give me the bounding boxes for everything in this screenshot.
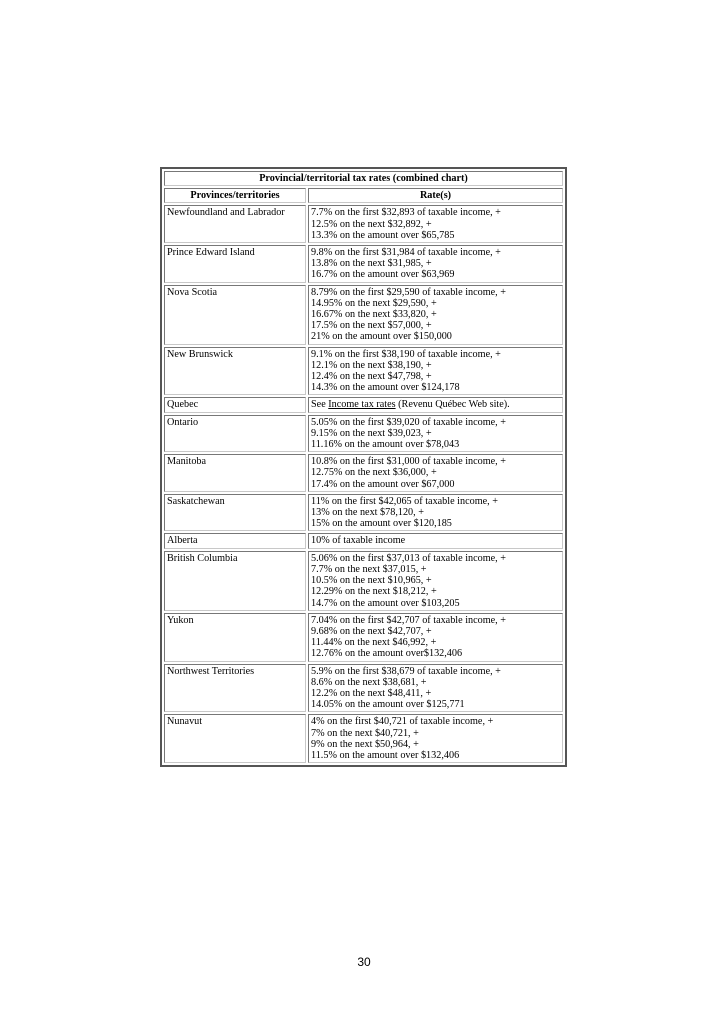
rates-cell: [308, 397, 563, 412]
header-provinces: Provinces/territories: [164, 188, 306, 203]
rates-cell: [308, 205, 563, 243]
rate-line: 9.68% on the next $42,707, +: [311, 625, 432, 637]
table-row: [164, 347, 563, 396]
table-header-row: [164, 188, 563, 203]
table-row: [164, 664, 563, 713]
rate-line: 21% on the amount over $150,000: [311, 331, 452, 343]
province-cell: Saskatchewan: [164, 494, 306, 532]
rate-line: 11.5% on the amount over $132,406: [311, 749, 460, 761]
rate-line: 14.95% on the next $29,590, +: [311, 297, 437, 309]
rate-line: 15% on the amount over $120,185: [311, 518, 452, 530]
rates-cell: [308, 347, 563, 396]
rates-cell: [308, 714, 563, 763]
rate-line: 12.29% on the next $18,212, +: [311, 586, 437, 598]
rates-cell: [308, 454, 563, 492]
rate-line: 17.5% on the next $57,000, +: [311, 320, 432, 332]
rate-line: 11.44% on the next $46,992, +: [311, 637, 437, 649]
rates-cell: [308, 415, 563, 453]
table-row: [164, 205, 563, 243]
rate-line: 5.05% on the first $39,020 of taxable income, +: [311, 416, 507, 428]
rate-line: 16.7% on the amount over $63,969: [311, 269, 455, 281]
rate-line: 7.7% on the first $32,893 of taxable income, +: [311, 207, 501, 219]
rates-cell: [308, 533, 563, 548]
table-row: [164, 397, 563, 412]
rates-cell: [308, 494, 563, 532]
province-cell: Manitoba: [164, 454, 306, 492]
province-cell: Quebec: [164, 397, 306, 412]
rate-line: 13% on the next $78,120, +: [311, 507, 424, 519]
rate-line: 12.1% on the next $38,190, +: [311, 359, 432, 371]
province-cell: British Columbia: [164, 551, 306, 611]
rate-line: 12.76% on the amount over$132,406: [311, 648, 463, 660]
rate-line: 4% on the first $40,721 of taxable income, +: [311, 716, 494, 728]
table-row: [164, 494, 563, 532]
province-cell: Alberta: [164, 533, 306, 548]
rate-line: 10.8% on the first $31,000 of taxable income, +: [311, 456, 507, 468]
tax-rates-table-frame: [160, 167, 567, 767]
rates-cell: [308, 664, 563, 713]
income-tax-rates-link[interactable]: Income tax rates: [328, 399, 396, 411]
rate-line: 9.8% on the first $31,984 of taxable income, +: [311, 247, 501, 259]
province-cell: Northwest Territories: [164, 664, 306, 713]
rate-line: 13.8% on the next $31,985, +: [311, 258, 432, 270]
tax-rates-table: [162, 169, 565, 765]
rate-line: 13.3% on the amount over $65,785: [311, 229, 455, 241]
rate-line: 9% on the next $50,964, +: [311, 738, 419, 750]
table-row: [164, 714, 563, 763]
rate-line: 11.16% on the amount over $78,043: [311, 439, 460, 451]
province-cell: Ontario: [164, 415, 306, 453]
province-cell: New Brunswick: [164, 347, 306, 396]
rates-cell: [308, 245, 563, 283]
header-rates: Rate(s): [308, 188, 563, 203]
table-row: [164, 285, 563, 345]
rate-line: 14.7% on the amount over $103,205: [311, 597, 460, 609]
table-row: [164, 454, 563, 492]
table-row: [164, 533, 563, 548]
rates-cell: [308, 551, 563, 611]
rate-line: 7% on the next $40,721, +: [311, 727, 419, 739]
province-cell: Newfoundland and Labrador: [164, 205, 306, 243]
rate-line: 5.9% on the first $38,679 of taxable income, +: [311, 665, 501, 677]
table-caption-row: [164, 171, 563, 186]
rate-line: 5.06% on the first $37,013 of taxable income, +: [311, 552, 507, 564]
province-cell: Yukon: [164, 613, 306, 662]
table-row: [164, 415, 563, 453]
rate-line: 7.7% on the next $37,015, +: [311, 563, 427, 575]
rates-cell: [308, 285, 563, 345]
rate-line: 10.5% on the next $10,965, +: [311, 575, 432, 587]
table-row: [164, 613, 563, 662]
table-body: [164, 205, 563, 763]
province-cell: Nova Scotia: [164, 285, 306, 345]
table-row: [164, 245, 563, 283]
rates-cell: [308, 613, 563, 662]
rate-line: 14.05% on the amount over $125,771: [311, 699, 465, 711]
rate-line: 12.5% on the next $32,892, +: [311, 218, 432, 230]
page-number: 30: [357, 955, 371, 969]
rate-line: 12.4% on the next $47,798, +: [311, 371, 432, 383]
rate-line: 10% of taxable income: [311, 535, 406, 547]
quebec-rate-prefix: See: [311, 399, 329, 411]
rate-line: 9.15% on the next $39,023, +: [311, 427, 432, 439]
quebec-rate-suffix: (Revenu Québec Web site).: [395, 399, 510, 411]
rate-line: 12.75% on the next $36,000, +: [311, 467, 437, 479]
rate-line: 14.3% on the amount over $124,178: [311, 382, 460, 394]
province-cell: Prince Edward Island: [164, 245, 306, 283]
rate-line: 17.4% on the amount over $67,000: [311, 478, 455, 490]
rate-line: 7.04% on the first $42,707 of taxable income, +: [311, 614, 507, 626]
table-caption: Provincial/territorial tax rates (combined chart): [164, 171, 563, 186]
rate-line: 16.67% on the next $33,820, +: [311, 309, 437, 321]
table-row: [164, 551, 563, 611]
rate-line: 9.1% on the first $38,190 of taxable income, +: [311, 348, 501, 360]
rate-line: 11% on the first $42,065 of taxable income, +: [311, 495, 499, 507]
rate-line: 8.79% on the first $29,590 of taxable income, +: [311, 286, 507, 298]
province-cell: Nunavut: [164, 714, 306, 763]
rate-line: 8.6% on the next $38,681, +: [311, 676, 427, 688]
rate-line: 12.2% on the next $48,411, +: [311, 687, 432, 699]
